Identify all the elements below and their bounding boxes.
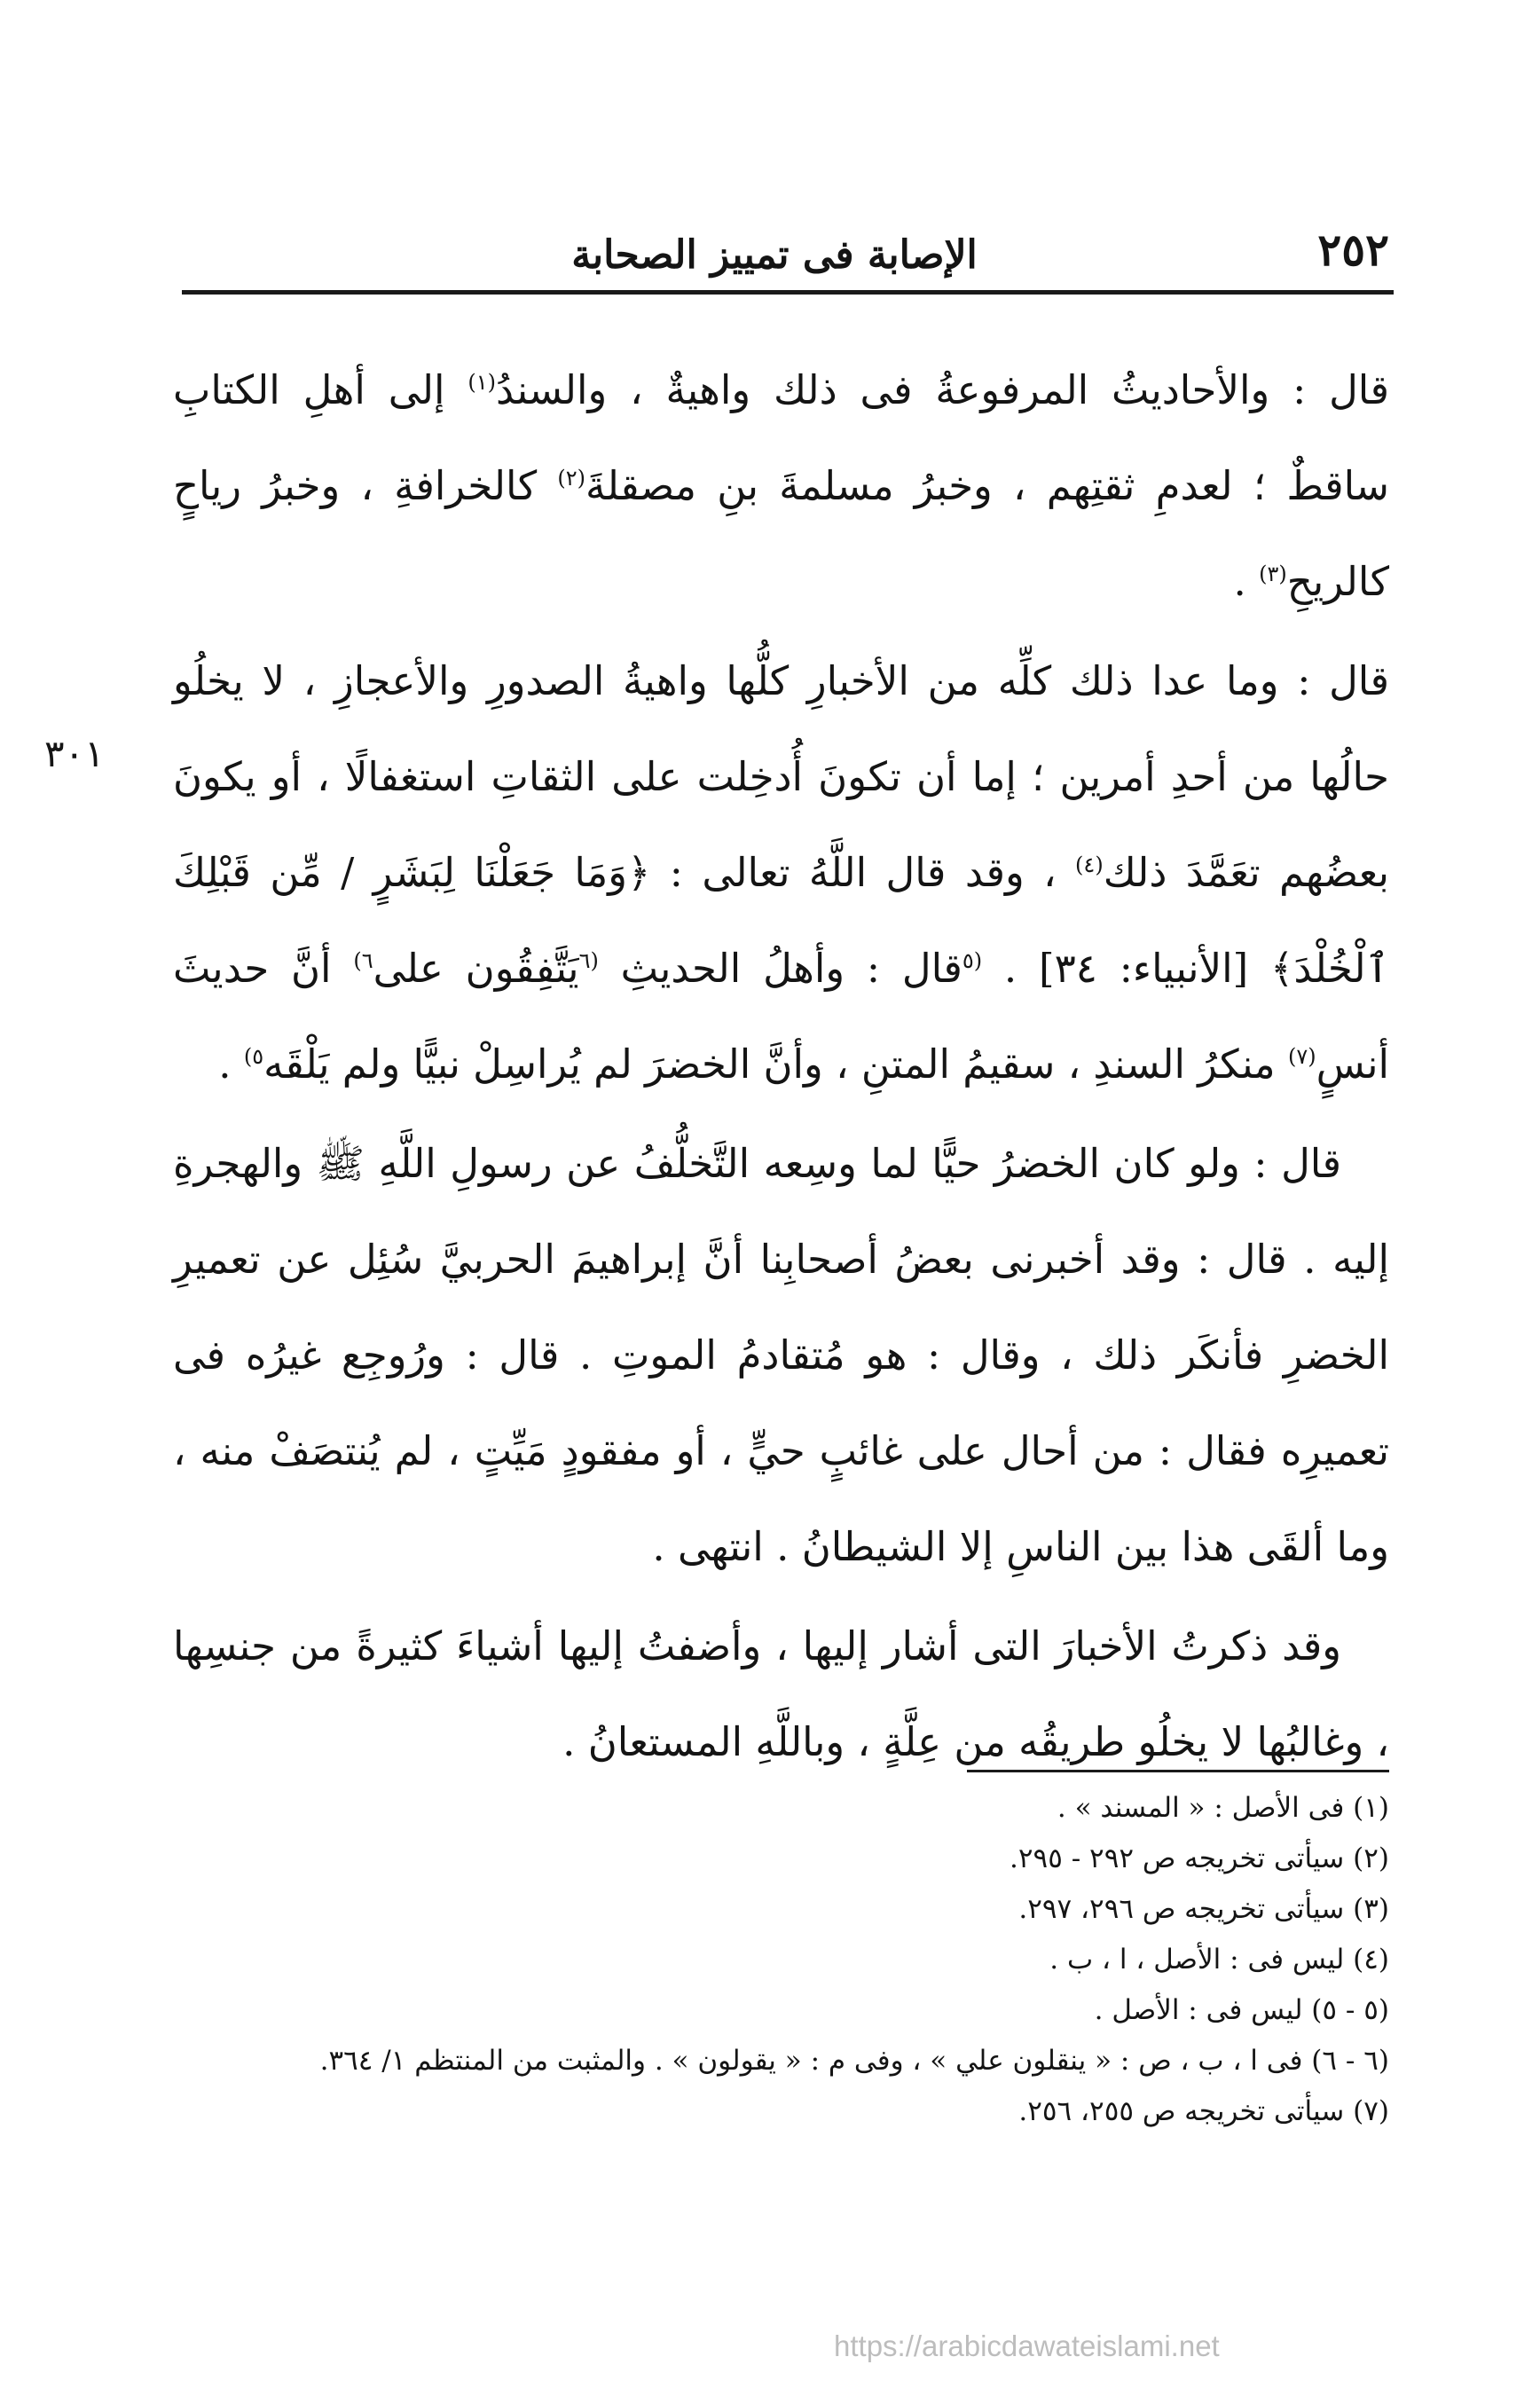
text-run: قال : والأحاديثُ المرفوعةُ فى ذلك واهيةٌ ، والسندُ — [495, 366, 1389, 413]
header-rule — [182, 290, 1394, 295]
footnote-marker: (٦ — [578, 948, 599, 973]
text-run: أنَّ حديثَ أنسٍ — [173, 945, 1389, 1088]
footnotes — [169, 1783, 1389, 2137]
paragraph — [173, 1599, 1389, 1790]
footnote: (٢) سيأتى تخريجه ص ٢٩٢ - ٢٩٥. — [1010, 1842, 1389, 1874]
text-run: . — [1233, 558, 1260, 605]
footnote-marker: (٥ — [962, 948, 983, 973]
paragraph — [173, 633, 1389, 1112]
footnote: (٣) سيأتى تخريجه ص ٢٩٦، ٢٩٧. — [1018, 1893, 1389, 1925]
footnote: (٥ - ٥) ليس فى : الأصل . — [1094, 1994, 1389, 2026]
paragraph — [173, 1116, 1389, 1595]
footnote-marker: ٥) — [243, 1044, 264, 1069]
page-number: ٢٥٢ — [1317, 224, 1389, 276]
footnote-marker: (٤) — [1075, 852, 1104, 877]
text-run: قال : وما عدا ذلك كلِّه من الأخبارِ كلُّها واهيةُ الصدورِ والأعجازِ ، لا يخلُو حالُها من أحدِ أمرين ؛ إما أن تكونَ أُدخِلت على الثقاتِ استغفالًا ، أو يكونَ بعضُهم تعَمَّدَ ذلك — [173, 657, 1389, 896]
text-run: يَتَّفِقُون على — [373, 945, 579, 992]
running-title: الإصابة فى تمييز الصحابة — [571, 232, 978, 278]
margin-page-number: ٣٠١ — [44, 732, 105, 775]
footnote: (١) فى الأصل : « المسند » . — [1057, 1792, 1389, 1824]
text-run: إلى أهلِ الكتابِ ساقطٌ ؛ لعدمِ ثقتِهم ، وخبرُ مسلمةَ بنِ مصقلةَ — [173, 366, 1389, 509]
text-run: ، وقد قال اللَّهُ تعالى : ﴿وَمَا جَعَلْنَا لِبَشَرٍ / مِّن قَبْلِكَ ٱلْخُلْدَ﴾ [الأنبياء: ٣٤] . — [173, 849, 1390, 992]
footnote: (٦ - ٦) فى ا ، ب ، ص : « ينقلون علي » ، وفى م : « يقولون » . والمثبت من المنتظم ١/ ٣٦٤. — [319, 2045, 1389, 2077]
footnote-marker: (٧) — [1287, 1044, 1316, 1069]
main-text — [173, 342, 1389, 1790]
footnote-rule — [967, 1770, 1389, 1772]
text-run: وقد ذكرتُ الأخبارَ التى أشار إليها ، وأضفتُ إليها أشياءَ كثيرةً من جنسِها ، وغالبُها لا يخلُو طريقُه من عِلَّةٍ ، وباللَّهِ المستعانُ . — [173, 1622, 1389, 1765]
footnote-marker: (٣) — [1259, 562, 1287, 586]
text-run: قال : وأهلُ الحديثِ — [598, 945, 962, 992]
text-run: كالخرافةِ ، وخبرُ رياحٍ كالريحِ — [173, 462, 1389, 605]
footnote-marker: (١) — [468, 370, 496, 395]
paragraph — [173, 342, 1389, 630]
text-run: منكرُ السندِ ، سقيمُ المتنِ ، وأنَّ الخضرَ لم يُراسِلْ نبيًّا ولم يَلْقَه — [263, 1041, 1288, 1088]
footnote-marker: ٦) — [353, 948, 373, 973]
watermark-url: https://arabicdawateislami.net — [834, 2329, 1220, 2362]
footnote: (٤) ليس فى : الأصل ، ا ، ب . — [1049, 1944, 1389, 1976]
text-run: قال : ولو كان الخضرُ حيًّا لما وسِعه التَّخلُّفُ عن رسولِ اللَّهِ ﷺ والهجرةِ إليه . قال : وقد أخبرنى بعضُ أصحابِنا أنَّ إبراهيمَ الحربيَّ سُئِل عن تعميرِ الخضرِ فأنكَر ذلك ، وقال : هو مُتقادمُ الموتِ . قال : ورُوجِع غيرُه فى تعميرِه فقال : من أحال على غائبٍ حيٍّ ، أو مفقودٍ مَيِّتٍ ، لم يُنتصَفْ منه ، وما ألقَى هذا بين الناسِ إلا الشيطانُ . انتهى . — [173, 1140, 1389, 1570]
footnote-marker: (٢) — [557, 466, 586, 491]
text-run: . — [218, 1041, 244, 1088]
footnote: (٧) سيأتى تخريجه ص ٢٥٥، ٢٥٦. — [1018, 2095, 1389, 2127]
